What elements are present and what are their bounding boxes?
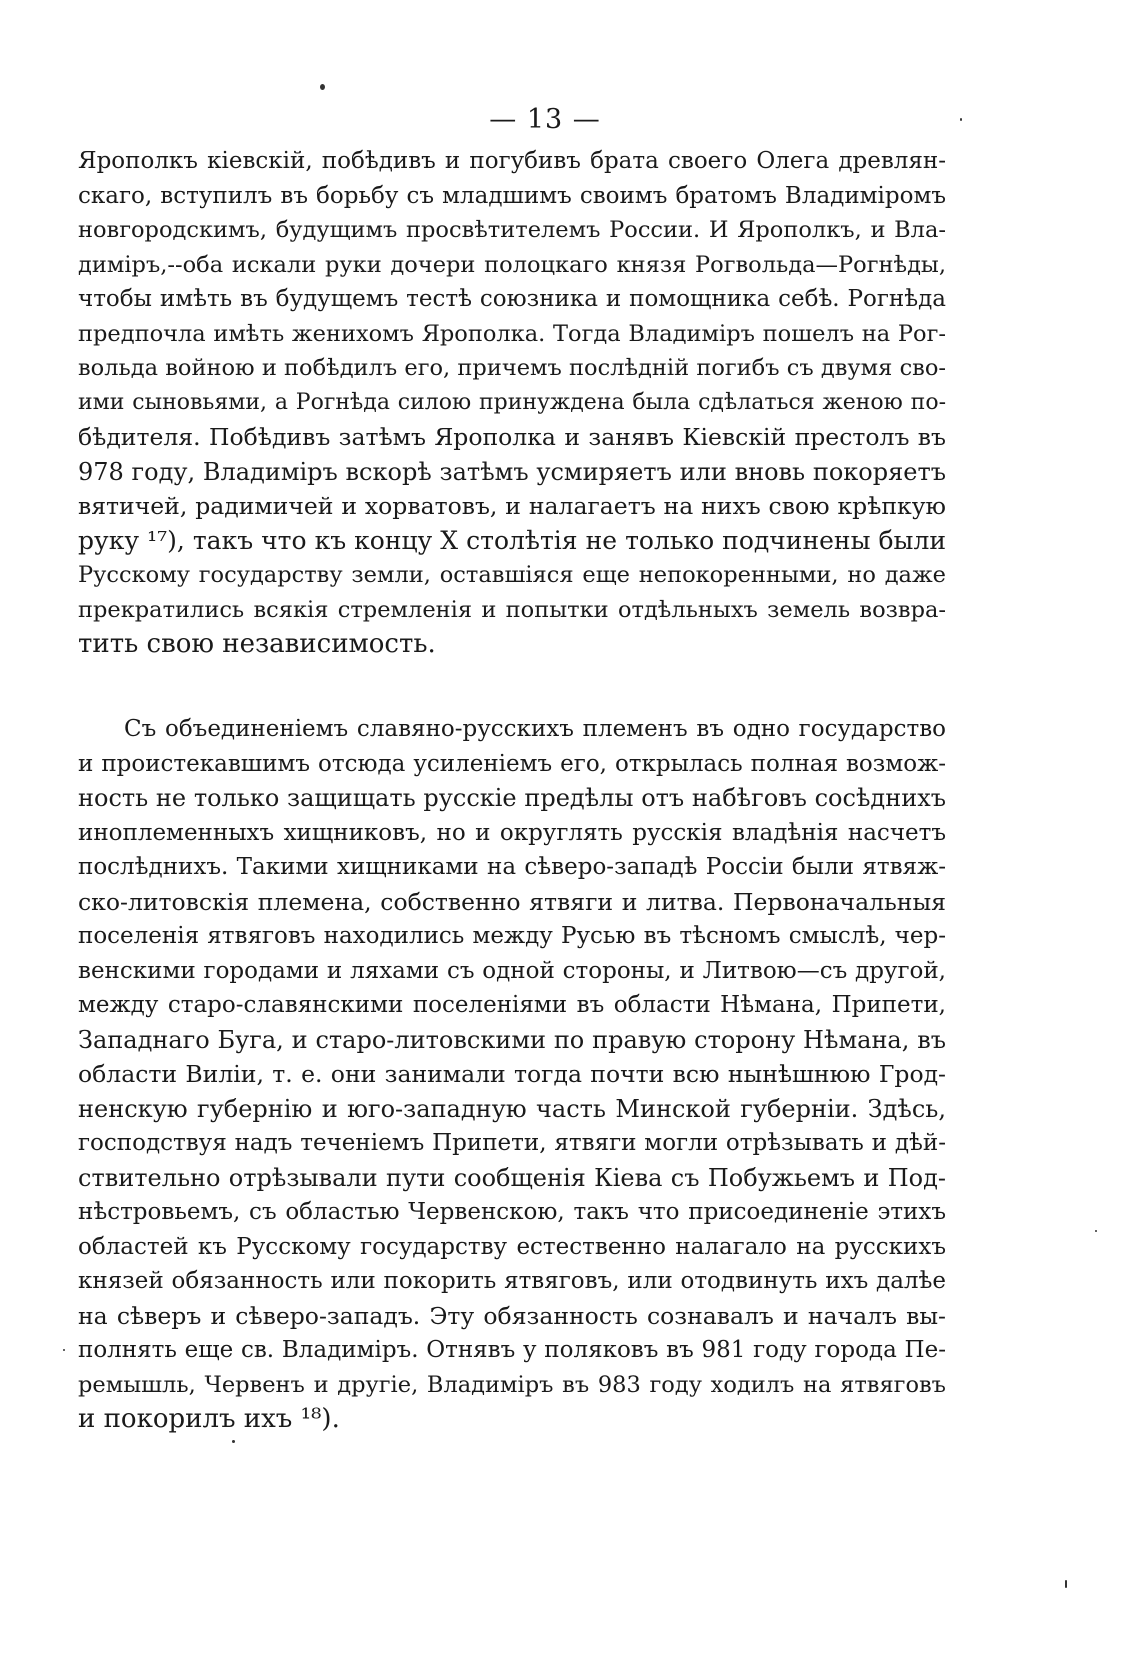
text-line: между старо-славянскими поселеніями въ области Нѣмана, Припети, [78, 992, 946, 1018]
text-line: ско-литовскія племена, собственно ятвяги и литва. Первоначальныя [78, 887, 946, 916]
page-number: — 13 — [489, 104, 601, 135]
text-line: Западнаго Буга, и старо-литовскими по правую сторону Нѣмана, въ [78, 1025, 946, 1054]
text-line: князей обязанность или покорить ятвяговъ, или отодвинуть ихъ далѣе [78, 1268, 946, 1294]
scan-speck [320, 84, 325, 90]
text-line: Ярополкъ кіевскій, побѣдивъ и погубивъ брата своего Олега древлян- [78, 148, 946, 174]
scan-speck [1065, 1580, 1067, 1588]
text-line: венскими городами и ляхами съ одной стороны, и Литвою—съ другой, [78, 957, 946, 984]
paragraph-1 [78, 144, 946, 662]
text-line: на сѣверъ и сѣверо-западъ. Эту обязанность сознавалъ и началъ вы- [78, 1301, 946, 1330]
text-line: ность не только защищать русскіе предѣлы отъ набѣговъ сосѣднихъ [78, 784, 946, 812]
text-line: областей къ Русскому государству естественно налагало на русскихъ [78, 1233, 946, 1260]
text-line: прекратились всякія стремленія и попытки отдѣльныхъ земель возвра- [78, 596, 946, 623]
text-line: поселенія ятвяговъ находились между Русью въ тѣсномъ смыслѣ, чер- [78, 923, 946, 949]
text-line: ремышль, Червенъ и другіе, Владиміръ въ 983 году ходилъ на ятвяговъ [78, 1371, 946, 1398]
text-line: области Виліи, т. е. они занимали тогда почти всю нынѣшнюю Грод- [78, 1060, 946, 1088]
text-line: и покорилъ ихъ ¹⁸). [78, 1404, 340, 1434]
scan-speck [960, 118, 962, 121]
text-line: послѣднихъ. Такими хищниками на сѣверо-западѣ Россіи были ятвяж- [78, 854, 946, 880]
text-line: руку ¹⁷), такъ что къ концу X столѣтія не только подчинены были [78, 525, 946, 555]
scan-speck [1095, 1230, 1097, 1232]
text-line: иноплеменныхъ хищниковъ, но и округлять русскія владѣнія насчетъ [78, 819, 946, 846]
text-line: 978 году, Владиміръ вскорѣ затѣмъ усмиряетъ или вновь покоряетъ [78, 457, 946, 486]
text-line: бѣдителя. Побѣдивъ затѣмъ Ярополка и занявъ Кіевскій престолъ въ [78, 423, 946, 451]
text-line: чтобы имѣть въ будущемъ тестѣ союзника и помощника себѣ. Рогнѣда [78, 286, 946, 312]
text-line: диміръ,--оба искали руки дочери полоцкаго князя Рогвольда—Рогнѣды, [78, 251, 946, 278]
text-line: полнять еще св. Владиміръ. Отнявъ у поляковъ въ 981 году города Пе- [78, 1337, 946, 1363]
text-line: скаго, вступилъ въ борьбу съ младшимъ своимъ братомъ Владиміромъ [78, 182, 946, 209]
scan-speck [232, 1440, 235, 1443]
text-line: вольда войною и побѣдилъ его, причемъ послѣдній погибъ съ двумя сво- [78, 355, 946, 381]
text-line: вятичей, радимичей и хорватовъ, и налагаетъ на нихъ свою крѣпкую [78, 492, 946, 520]
text-line: и проистекавшимъ отсюда усиленіемъ его, открылась полная возмож- [78, 750, 946, 777]
text-line: предпочла имѣть женихомъ Ярополка. Тогда Владиміръ пошелъ на Рог- [78, 320, 946, 347]
text-line: Русскому государству земли, оставшіяся еще непокоренными, но даже [78, 562, 946, 588]
text-line: ненскую губернію и юго-западную часть Минской губерніи. Здѣсь, [78, 1094, 946, 1123]
text-line: ими сыновьями, а Рогнѣда силою принуждена была сдѣлаться женою по- [78, 389, 946, 415]
text-line: господствуя надъ теченіемъ Припети, ятвяги могли отрѣзывать и дѣй- [78, 1130, 946, 1156]
text-line: Съ объединеніемъ славяно-русскихъ племенъ въ одно государство [124, 716, 946, 742]
text-line: тить свою независимость. [78, 629, 436, 659]
scan-speck [63, 1349, 65, 1351]
text-line: ствительно отрѣзывали пути сообщенія Кіева съ Побужьемъ и Под- [78, 1163, 946, 1192]
paragraph-2 [78, 712, 946, 1437]
text-line: нѣстровьемъ, съ областью Червенскою, такъ что присоединеніе этихъ [78, 1199, 946, 1225]
text-line: новгородскимъ, будущимъ просвѣтителемъ России. И Ярополкъ, и Вла- [78, 217, 946, 243]
